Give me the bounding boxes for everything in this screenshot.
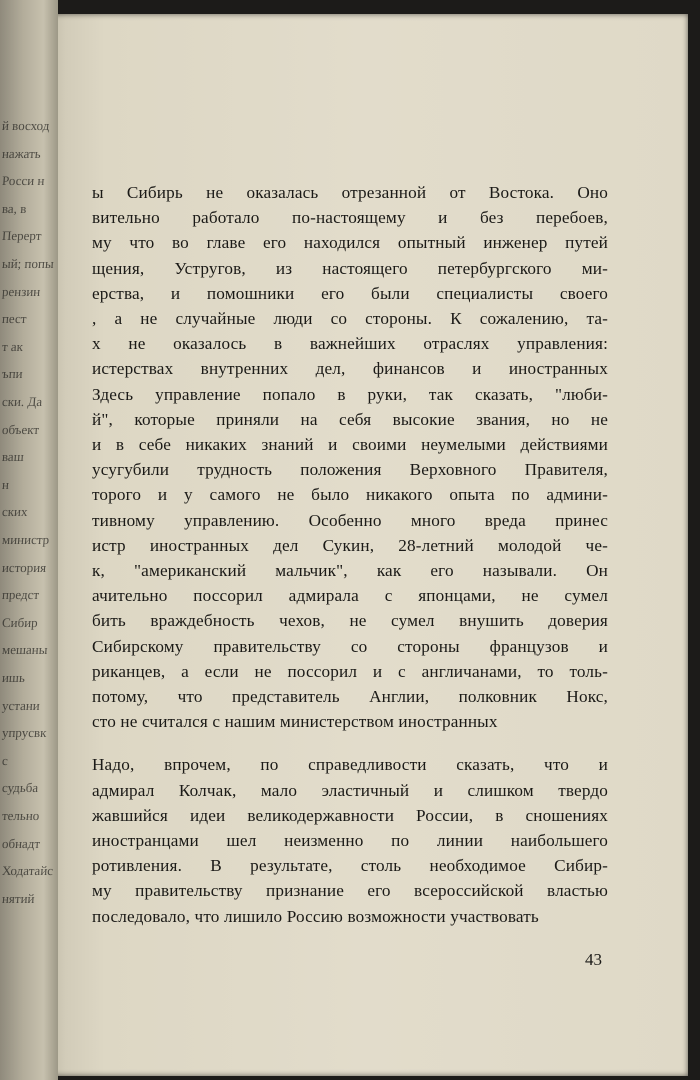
text-line: ротивления. В результате, столь необходимое Сибир- bbox=[92, 856, 608, 876]
facing-page-fragment: нажать bbox=[1, 145, 42, 161]
facing-page-fragment: нятий bbox=[1, 890, 36, 906]
text-line: риканцев, а если не поссорил и с англичанами, то толь- bbox=[92, 661, 608, 681]
page-number: 43 bbox=[585, 950, 602, 969]
facing-page-fragment: Росси н bbox=[1, 173, 45, 189]
text-line: последовало, что лишило Россию возможности участвовать bbox=[92, 906, 539, 926]
facing-page-fragment: ских bbox=[1, 504, 29, 520]
text-line: усугубили трудность положения Верховного Правителя, bbox=[92, 460, 608, 480]
facing-page-fragment: мешаны bbox=[1, 642, 49, 658]
facing-page-fragment: пест bbox=[1, 311, 28, 327]
page-text bbox=[92, 180, 608, 929]
facing-page-fragment: т ак bbox=[1, 338, 24, 354]
facing-page-fragment: ски. Да bbox=[1, 394, 43, 409]
facing-page-fragment: предст bbox=[1, 587, 40, 603]
facing-page-fragment: ва, в bbox=[1, 200, 27, 216]
facing-page-fragment: рензин bbox=[1, 283, 41, 299]
text-line: му правительству признание его всероссийской властью bbox=[92, 881, 608, 901]
text-line: щения, Устругов, из настоящего петербургского ми- bbox=[92, 258, 608, 278]
facing-page-fragment: объект bbox=[1, 421, 40, 437]
facing-page-fragment: Перерт bbox=[1, 228, 43, 244]
facing-page-fragment: н bbox=[1, 476, 10, 492]
text-line: му что во главе его находился опытный инженер путей bbox=[92, 233, 608, 253]
text-line: сто не считался с нашим министерством иностранных bbox=[92, 712, 498, 732]
paragraph-gap bbox=[92, 734, 608, 752]
facing-page-fragment: тельно bbox=[1, 808, 40, 823]
text-line: й", которые приняли на себя высокие звания, но не bbox=[92, 409, 608, 429]
text-line: и в себе никаких знаний и своими неумелыми действиями bbox=[92, 435, 608, 455]
facing-page-fragment: ъпи bbox=[1, 366, 24, 382]
text-line: потому, что представитель Англии, полковник Нокс, bbox=[92, 687, 608, 707]
text-line: истр иностранных дел Сукин, 28-летний молодой че- bbox=[92, 535, 608, 555]
facing-page-fragment: судьба bbox=[1, 780, 39, 796]
facing-page-fragment: с bbox=[1, 752, 9, 768]
text-line: ерства, и помошники его были специалисты своего bbox=[92, 283, 608, 303]
facing-page-fragment: министр bbox=[1, 532, 50, 547]
facing-page-fragment: Сибир bbox=[1, 614, 39, 630]
text-line: х не оказалось в важнейших отраслях управления: bbox=[92, 334, 608, 354]
text-line: жавшийся идеи великодержавности России, в сношениях bbox=[92, 805, 608, 825]
text-line: Здесь управление попало в руки, так сказать, "люби- bbox=[92, 384, 608, 404]
text-line: торого и у самого не было никакого опыта по админи- bbox=[92, 485, 608, 505]
facing-page-fragment: упрусвк bbox=[1, 725, 48, 741]
facing-page-fragment: обнадт bbox=[1, 835, 41, 851]
facing-page-edge bbox=[0, 0, 58, 1080]
facing-page-fragment: устани bbox=[1, 697, 41, 713]
text-line: иностранцами шел неизменно по линии наибольшего bbox=[92, 831, 608, 851]
facing-page-fragment: Ходатайс bbox=[1, 863, 54, 879]
text-line: ачительно поссорил адмирала с японцами, не сумел bbox=[92, 586, 608, 606]
facing-page-fragment: история bbox=[1, 559, 47, 575]
facing-page-fragment: й восход bbox=[1, 118, 50, 133]
facing-page-fragment: ишь bbox=[1, 670, 26, 685]
paragraph-1 bbox=[92, 180, 608, 734]
facing-page-fragment: ый; попы bbox=[1, 256, 55, 271]
text-line: вительно работало по-настоящему и без перебоев, bbox=[92, 208, 608, 228]
text-line: адмирал Колчак, мало эластичный и слишком твердо bbox=[92, 780, 608, 800]
book-page bbox=[40, 14, 688, 1076]
paragraph-2 bbox=[92, 752, 608, 928]
text-line: Надо, впрочем, по справедливости сказать, что и bbox=[92, 755, 608, 775]
text-line: тивному управлению. Особенно много вреда принес bbox=[92, 510, 608, 530]
text-line: , а не случайные люди со стороны. К сожалению, та- bbox=[92, 309, 608, 329]
text-line: бить враждебность чехов, не сумел внушить доверия bbox=[92, 611, 608, 631]
text-line: истерствах внутренних дел, финансов и иностранных bbox=[92, 359, 608, 379]
text-line: ы Сибирь не оказалась отрезанной от Востока. Оно bbox=[92, 183, 608, 202]
text-line: к, "американский мальчик", как его называли. Он bbox=[92, 561, 608, 581]
text-line: Сибирскому правительству со стороны французов и bbox=[92, 636, 608, 656]
facing-page-fragment: ваш bbox=[1, 449, 25, 465]
